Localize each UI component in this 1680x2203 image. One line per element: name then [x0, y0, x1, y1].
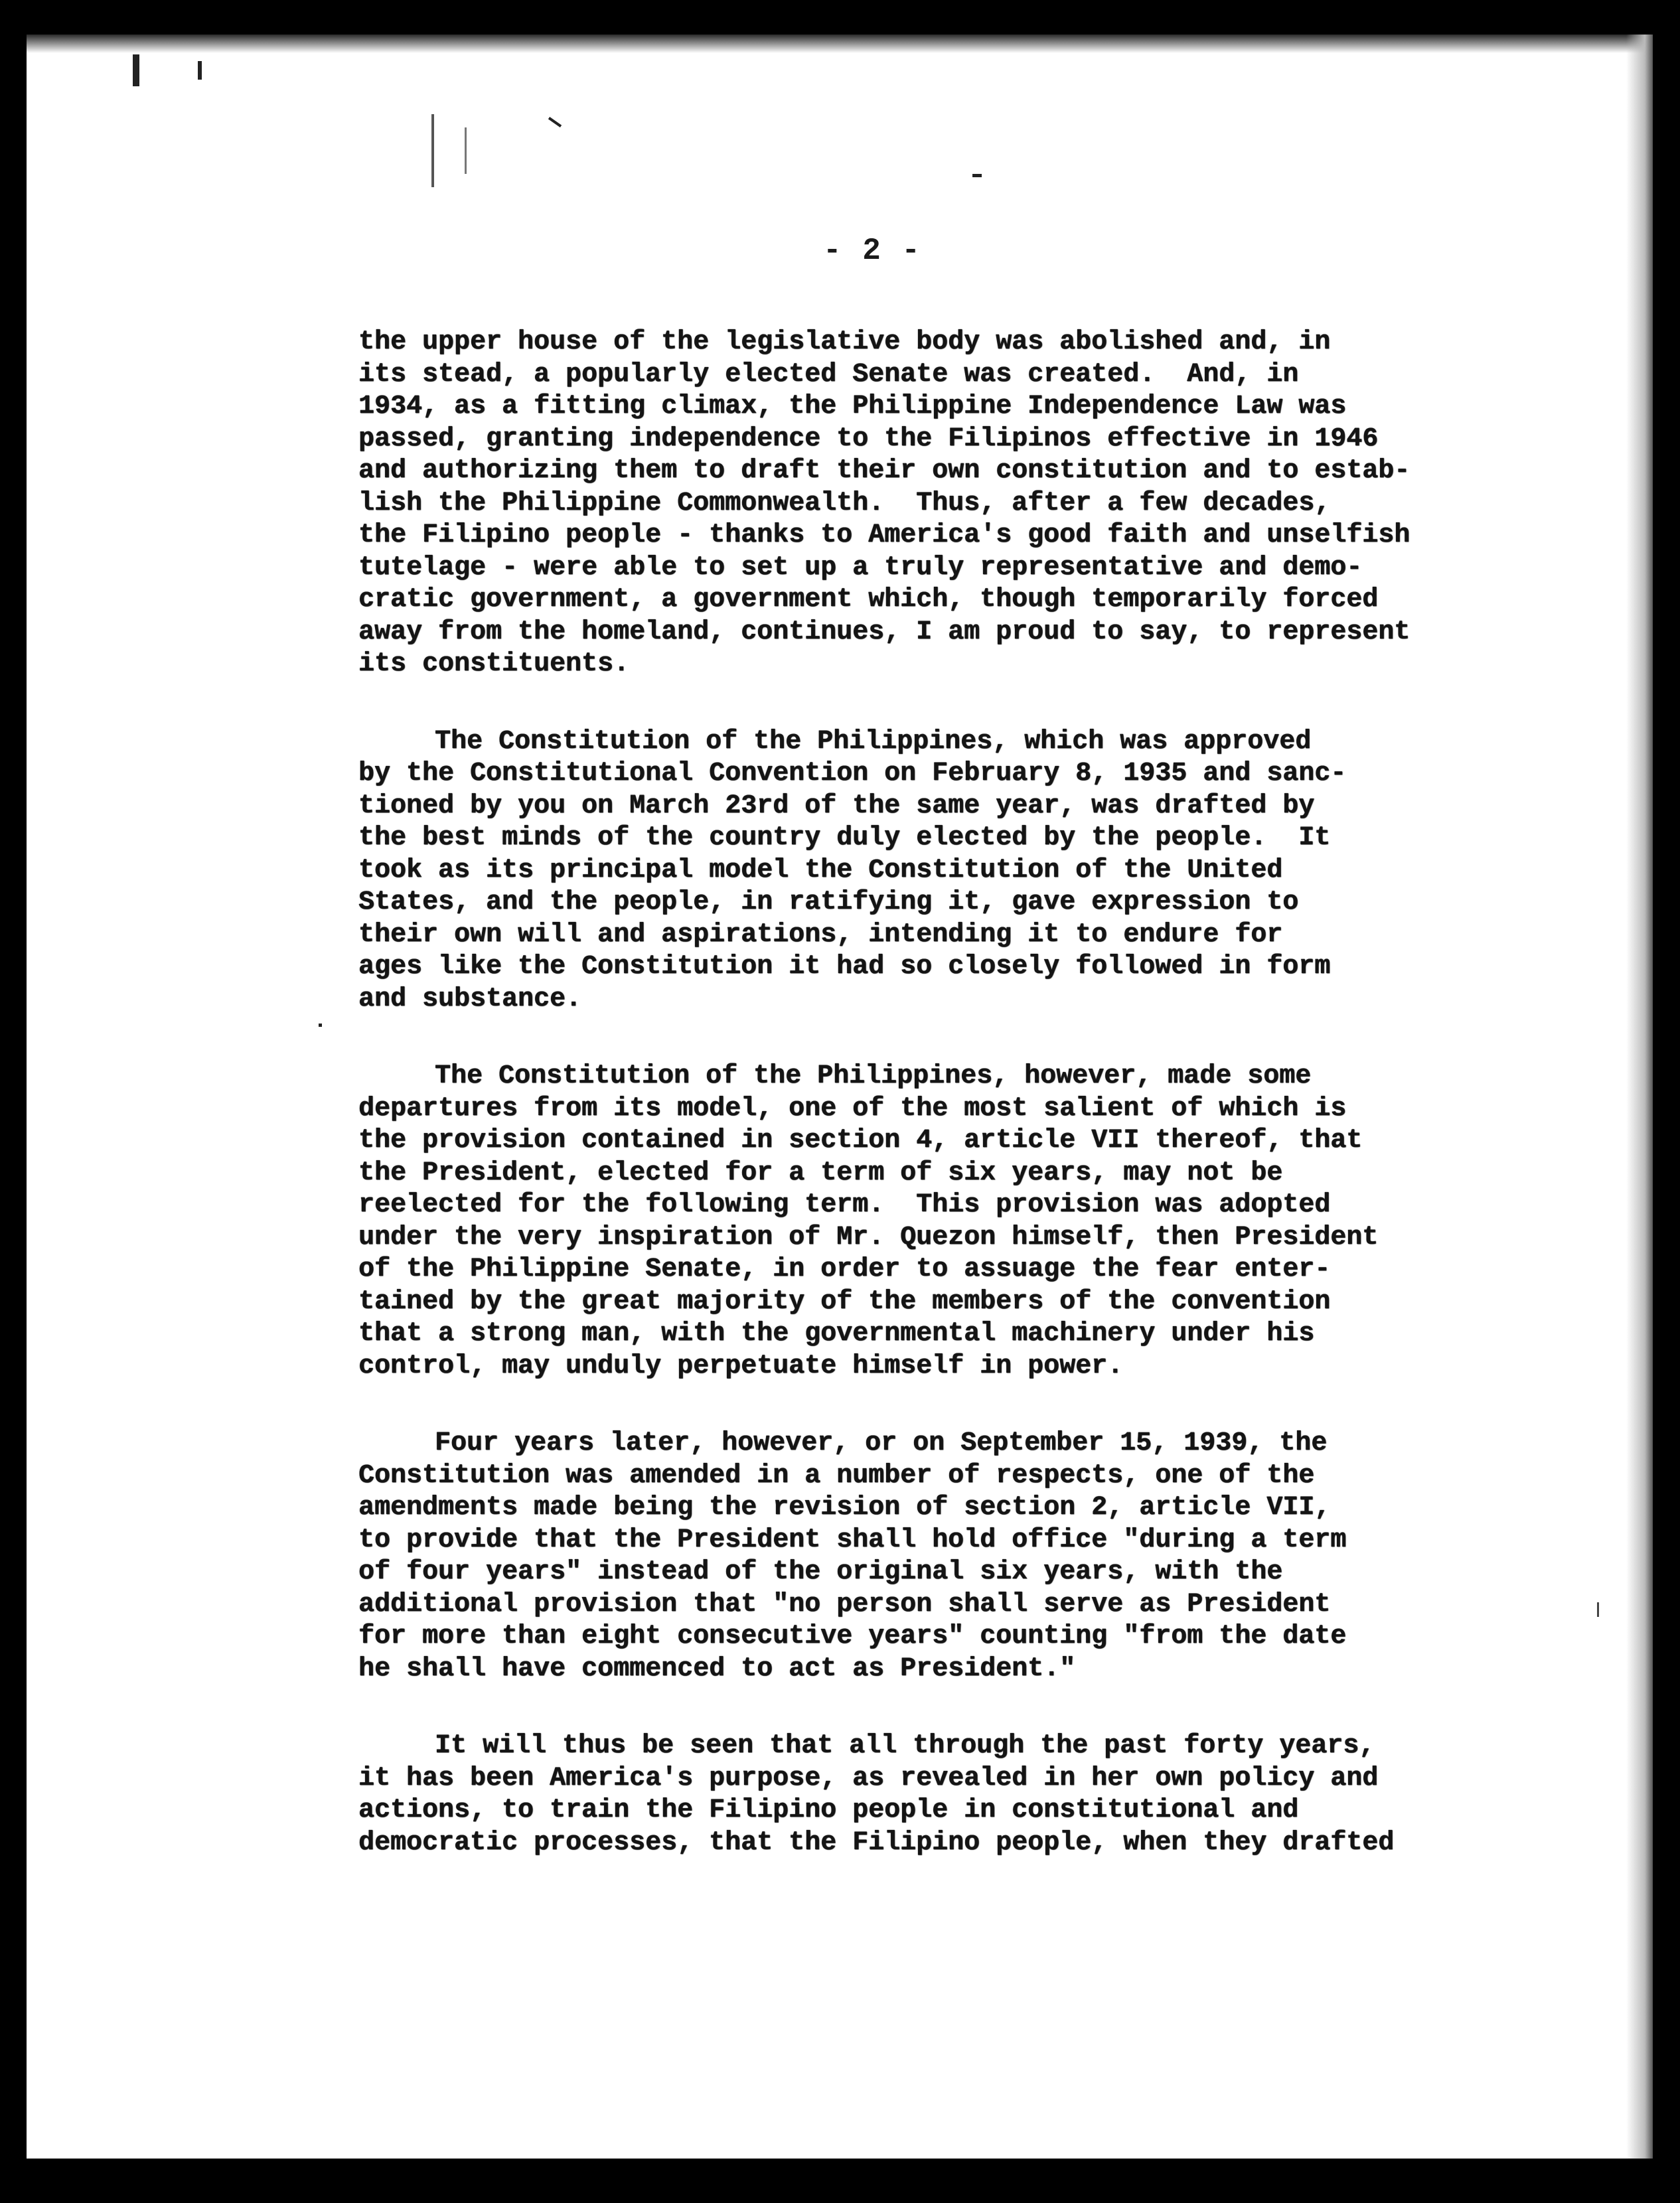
text-line: tioned by you on March 23rd of the same year, was drafted by [358, 791, 1315, 821]
text-line: The Constitution of the Philippines, however, made some [435, 1061, 1312, 1091]
paragraph [358, 327, 1540, 681]
text-line: the upper house of the legislative body was abolished and, in [358, 327, 1331, 357]
scan-speck [972, 174, 982, 177]
text-line: away from the homeland, continues, I am proud to say, to represent [358, 617, 1411, 647]
text-line: Four years later, however, or on September 15, 1939, the [435, 1428, 1328, 1458]
text-line: States, and the people, in ratifying it, gave expression to [358, 887, 1299, 917]
text-line: the best minds of the country duly elected by the people. It [358, 823, 1331, 853]
text-line: the President, elected for a term of six years, may not be [358, 1158, 1283, 1188]
right-edge-shadow [1626, 35, 1653, 2159]
paragraph [358, 1061, 1540, 1383]
text-line: actions, to train the Filipino people in constitutional and [358, 1795, 1299, 1825]
text-line: tained by the great majority of the members of the convention [358, 1286, 1331, 1317]
scan-speck [431, 114, 434, 187]
text-line: and substance. [358, 984, 582, 1014]
text-line: of four years" instead of the original six years, with the [358, 1557, 1283, 1587]
letter-body [358, 327, 1540, 1904]
scan-speck [465, 127, 467, 174]
paragraph [358, 726, 1540, 1016]
text-line: he shall have commenced to act as President." [358, 1653, 1076, 1684]
text-line: The Constitution of the Philippines, which was approved [435, 726, 1312, 757]
scan-speck [548, 117, 562, 127]
top-edge-shadow [27, 35, 1653, 53]
text-line: ages like the Constitution it had so closely followed in form [358, 952, 1331, 982]
page-number: - 2 - [823, 234, 922, 268]
text-line: tutelage - were able to set up a truly representative and demo- [358, 552, 1363, 583]
paragraph [358, 1730, 1540, 1859]
text-line: control, may unduly perpetuate himself in power. [358, 1351, 1124, 1381]
text-line: its constituents. [358, 649, 630, 679]
text-line: the Filipino people - thanks to America's good faith and unselfish [358, 520, 1411, 550]
scan-speck [319, 1024, 322, 1027]
text-line: passed, granting independence to the Filipinos effective in 1946 [358, 423, 1379, 454]
text-line: democratic processes, that the Filipino people, when they drafted [358, 1827, 1395, 1858]
text-line: by the Constitutional Convention on February 8, 1935 and sanc- [358, 759, 1347, 789]
text-line: 1934, as a fitting climax, the Philippine Independence Law was [358, 392, 1347, 421]
text-line: and authorizing them to draft their own constitution and to estab- [358, 456, 1411, 486]
paragraph [358, 1428, 1540, 1685]
paper-sheet [27, 35, 1653, 2159]
text-line: took as its principal model the Constitution of the United [358, 855, 1283, 885]
text-line: under the very inspiration of Mr. Quezon himself, then President [358, 1222, 1379, 1253]
text-line: of the Philippine Senate, in order to assuage the fear enter- [358, 1254, 1331, 1284]
text-line: additional provision that "no person shall serve as President [358, 1589, 1331, 1620]
text-line: Constitution was amended in a number of respects, one of the [358, 1460, 1315, 1491]
text-line: reelected for the following term. This provision was adopted [358, 1190, 1331, 1220]
text-line: for more than eight consecutive years" counting "from the date [358, 1622, 1347, 1651]
text-line: it has been America's purpose, as revealed in her own policy and [358, 1763, 1379, 1793]
text-line: lish the Philippine Commonwealth. Thus, after a few decades, [358, 488, 1331, 518]
text-line: It will thus be seen that all through the past forty years, [435, 1731, 1375, 1761]
scan-speck [133, 54, 139, 86]
scan-speck [198, 61, 202, 80]
scan-speck [1597, 1602, 1599, 1617]
text-line: cratic government, a government which, though temporarily forced [358, 585, 1379, 615]
text-line: its stead, a popularly elected Senate was created. And, in [358, 359, 1299, 390]
text-line: amendments made being the revision of section 2, article VII, [358, 1493, 1331, 1523]
text-line: that a strong man, with the governmental machinery under his [358, 1319, 1315, 1349]
text-line: their own will and aspirations, intending it to endure for [358, 919, 1283, 950]
text-line: departures from its model, one of the most salient of which is [358, 1093, 1347, 1124]
text-line: to provide that the President shall hold office "during a term [358, 1525, 1347, 1555]
text-line: the provision contained in section 4, article VII thereof, that [358, 1126, 1363, 1156]
